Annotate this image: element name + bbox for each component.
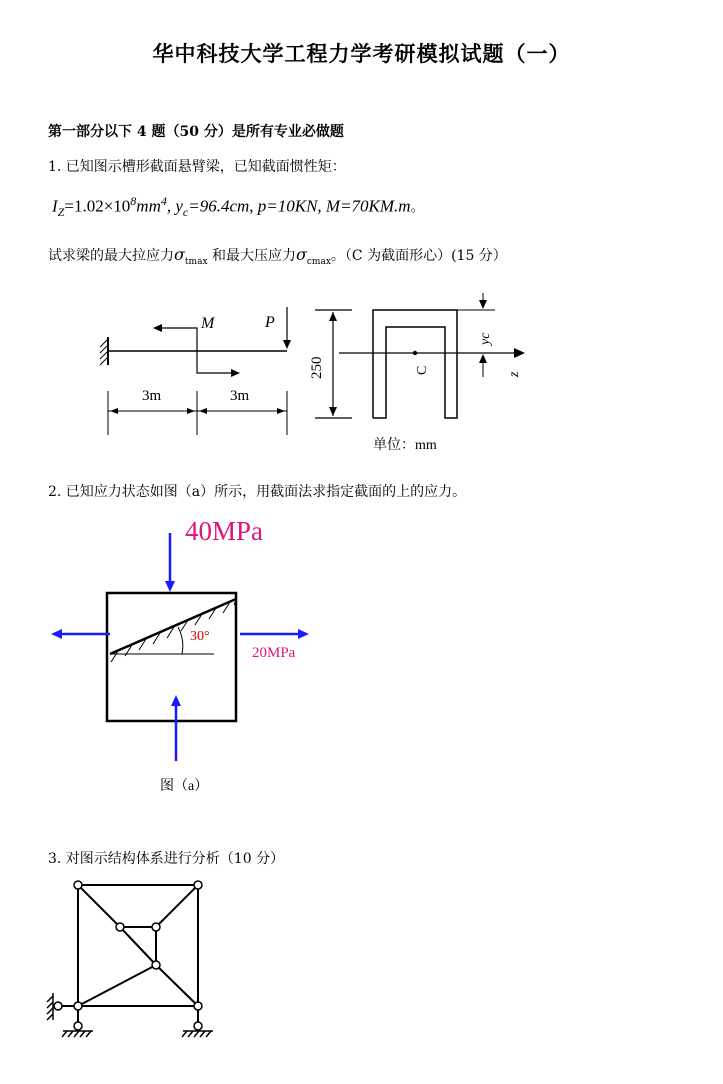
centroid-point: [413, 351, 417, 355]
wall-hatch: [100, 339, 108, 365]
angle-arc: [178, 627, 183, 654]
arrow-right-head: [298, 629, 309, 639]
dim-label-2: 3m: [230, 388, 250, 404]
q1-question-a: 试求梁的最大拉应力: [48, 248, 174, 264]
dim-label-1: 3m: [142, 388, 162, 404]
formula-i: I: [52, 196, 58, 216]
angle-label: 30°: [190, 629, 210, 644]
formula-end: 。: [410, 199, 425, 216]
q1-text: 1. 已知图示槽形截面悬臂梁，已知截面惯性矩：: [48, 159, 346, 175]
stress-right-label: 20MPa: [252, 645, 296, 661]
dim-arrow: [479, 300, 487, 309]
dim-arrow: [479, 354, 487, 363]
inclined-section: [110, 599, 236, 654]
q3-figure: [45, 875, 245, 1045]
z-axis-arrow: [514, 348, 525, 358]
sigma-c-sub: cmax: [306, 256, 331, 267]
q1-figure: [90, 285, 540, 455]
moment-arrow-right: [231, 369, 240, 377]
channel-section: [373, 310, 457, 418]
force-p-label: P: [265, 314, 275, 331]
supports: [47, 993, 213, 1037]
arrow-bottom-head: [171, 695, 181, 706]
dimension-lines: [108, 391, 287, 435]
formula-i-val: =1.02×10: [64, 196, 131, 216]
dim-arrow: [329, 407, 337, 416]
dim-arrow: [329, 312, 337, 321]
formula-rest: =96.4cm, p=10KN, M=70KM.m: [188, 196, 411, 216]
yc-label: yc: [478, 332, 493, 345]
formula-yc-sub: c: [182, 205, 189, 220]
q1-question: [48, 245, 507, 267]
figure-caption: 图（a）: [160, 779, 209, 794]
dim-arrow: [187, 408, 195, 414]
dim-arrow: [277, 408, 285, 414]
page-title: 华中科技大学工程力学考研模拟试题（一）: [152, 42, 571, 66]
moment-arrow-left: [153, 324, 162, 332]
q1-question-c: 。（C 为截面形心）(15 分）: [330, 248, 507, 264]
formula-yc: , y: [166, 196, 183, 216]
formula-i-unit-exp: 4: [160, 194, 167, 208]
q2-text: 2. 已知应力状态如图（a）所示，用截面法求指定截面的上的应力。: [48, 484, 467, 500]
dim-arrow: [110, 408, 118, 414]
formula-i-sub: Z: [57, 205, 65, 220]
sigma-c: σ: [295, 245, 307, 264]
centroid-label: C: [415, 365, 430, 375]
moment-label: M: [201, 315, 215, 332]
stress-top-label: 40MPa: [185, 516, 264, 546]
unit-label: 单位：mm: [373, 438, 437, 453]
height-label: 250: [309, 356, 325, 379]
q1-question-b: 和最大压应力: [211, 248, 296, 264]
sigma-t-sub: tmax: [184, 256, 208, 267]
sigma-t: σ: [174, 245, 185, 264]
q2-figure: [40, 505, 340, 805]
dim-arrow: [199, 408, 207, 414]
arrow-top-head: [165, 581, 175, 592]
formula-i-exp: 8: [130, 194, 137, 208]
q3-text: 3. 对图示结构体系进行分析（10 分）: [48, 851, 285, 867]
element-square: [107, 593, 236, 721]
formula-i-unit: mm: [136, 196, 161, 216]
arrow-left-head: [51, 629, 62, 639]
z-label: z: [507, 371, 522, 377]
section-heading: 第一部分以下 4 题（50 分）是所有专业必做题: [48, 124, 344, 140]
force-p-arrow: [283, 340, 291, 349]
q1-formula: [52, 194, 425, 220]
